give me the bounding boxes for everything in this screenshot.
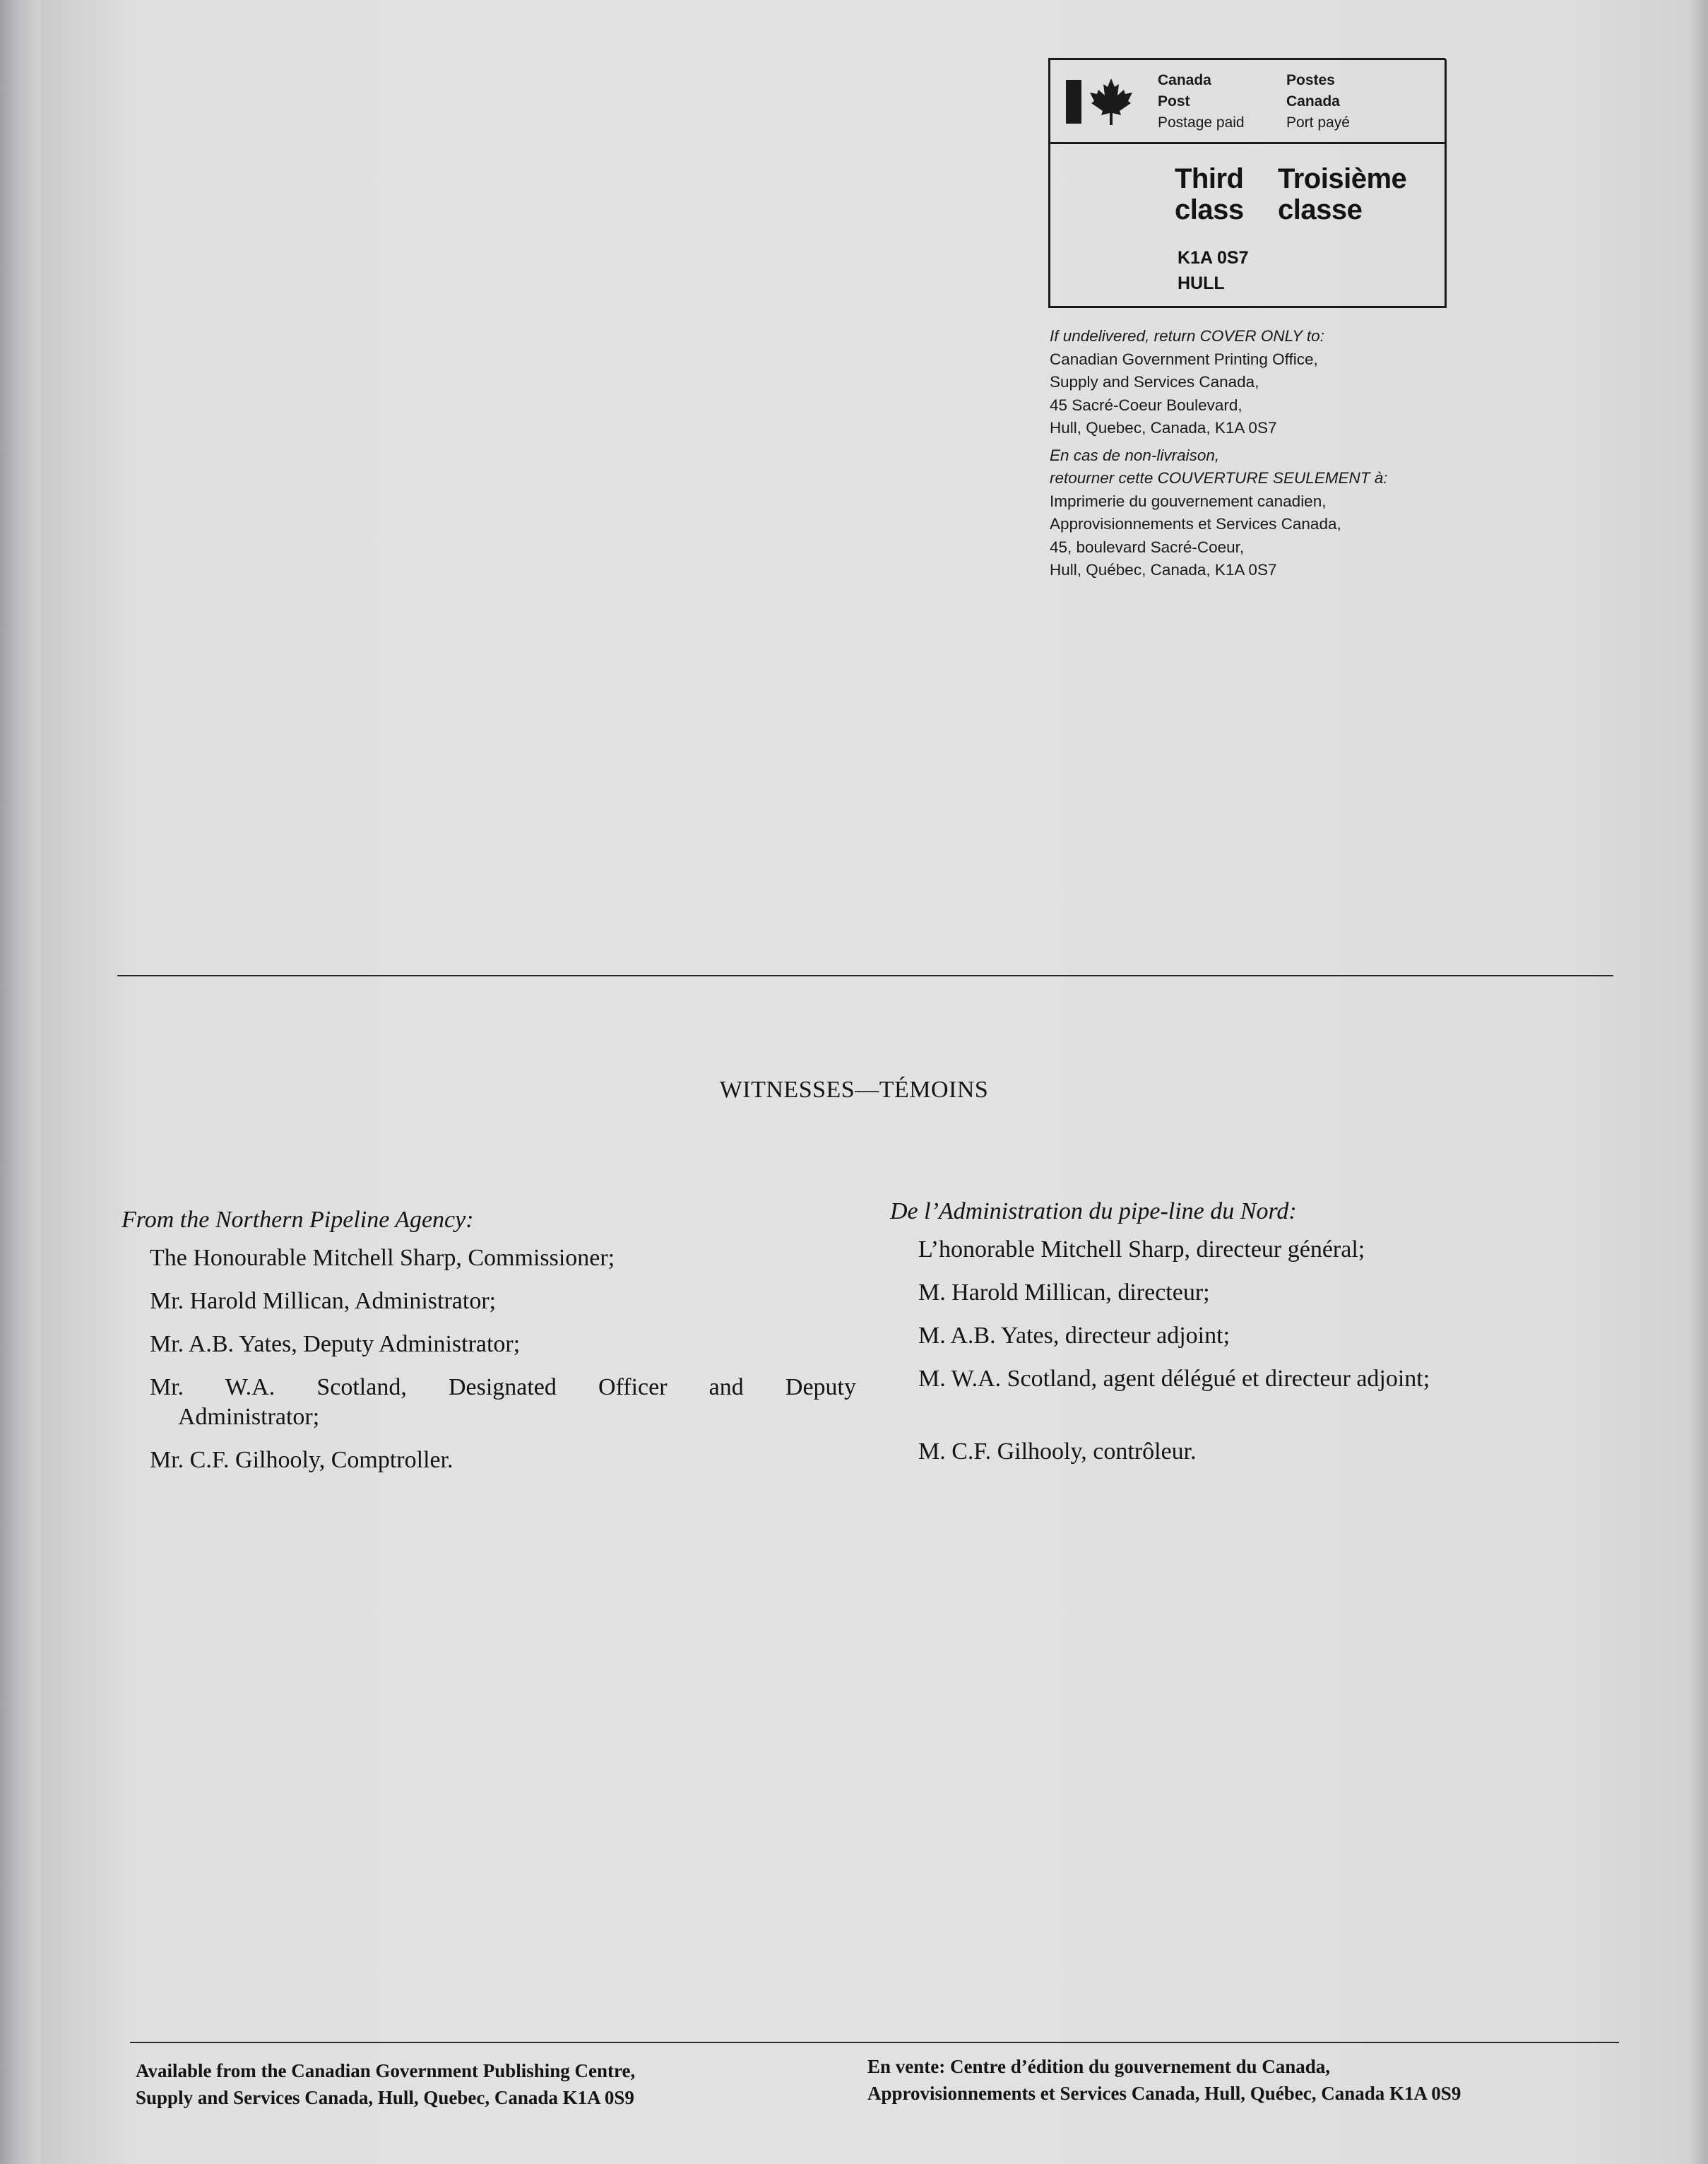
footer-en-line1: Available from the Canadian Government Publishing Centre,	[136, 2060, 636, 2081]
post-label-fr	[1286, 70, 1350, 134]
post-en-line2: Post	[1158, 93, 1190, 110]
footer-en	[136, 2057, 856, 2111]
post-fr-line1: Postes	[1286, 72, 1335, 88]
flag-bar-icon	[1066, 80, 1081, 124]
return-fr-line: Imprimerie du gouvernement canadien,	[1050, 492, 1327, 510]
postage-indicia	[1048, 58, 1447, 308]
footer-en-line2: Supply and Services Canada, Hull, Quebec, Canada K1A 0S9	[136, 2087, 634, 2108]
footer-fr-line1: En vente: Centre d’édition du gouvernement du Canada,	[867, 2056, 1331, 2077]
class-en-line2: class	[1175, 194, 1244, 225]
witness-en-item: Mr. A.B. Yates, Deputy Administrator;	[150, 1331, 521, 1357]
witness-fr-item: M. Harold Millican, directeur;	[918, 1279, 1210, 1306]
post-en-line3: Postage paid	[1158, 114, 1245, 131]
return-address	[1050, 325, 1502, 582]
return-en-line: Supply and Services Canada,	[1050, 373, 1259, 391]
indicia-header	[1050, 60, 1445, 144]
class-en	[1175, 163, 1244, 225]
maple-leaf-icon	[1089, 77, 1134, 126]
witness-en-item: Mr. W.A. Scotland, Designated Officer and Deputy	[150, 1374, 856, 1400]
return-fr-line: retourner cette COUVERTURE SEULEMENT à:	[1050, 469, 1388, 487]
footer-divider	[130, 2042, 1619, 2043]
class-fr-line1: Troisième	[1278, 163, 1407, 194]
footer-fr-line2: Approvisionnements et Services Canada, Hull, Québec, Canada K1A 0S9	[867, 2083, 1461, 2104]
return-en-line: Canadian Government Printing Office,	[1050, 350, 1318, 368]
return-en-line: If undelivered, return COVER ONLY to:	[1050, 327, 1324, 345]
section-divider	[117, 975, 1613, 976]
witness-fr-item: M. W.A. Scotland, agent délégué et directeur adjoint;	[918, 1366, 1430, 1392]
witness-fr-item: L’honorable Mitchell Sharp, directeur général;	[918, 1236, 1365, 1263]
witness-en-item: The Honourable Mitchell Sharp, Commissioner;	[150, 1245, 615, 1271]
witness-en-item-continued: Administrator;	[178, 1404, 320, 1430]
class-fr-line2: classe	[1278, 194, 1363, 225]
return-en-line: Hull, Quebec, Canada, K1A 0S7	[1050, 419, 1277, 437]
return-fr-line: En cas de non-livraison,	[1050, 446, 1220, 464]
post-fr-line3: Port payé	[1286, 114, 1350, 131]
indicia-city: HULL	[1178, 273, 1225, 293]
return-en-line: 45 Sacré-Coeur Boulevard,	[1050, 396, 1243, 414]
post-en-line1: Canada	[1158, 72, 1211, 88]
agency-fr: De l’Administration du pipe-line du Nord:	[890, 1198, 1297, 1224]
footer-fr	[867, 2053, 1630, 2107]
class-en-line1: Third	[1175, 163, 1244, 194]
return-fr-line: Hull, Québec, Canada, K1A 0S7	[1050, 561, 1277, 579]
indicia-postal-code: K1A 0S7	[1178, 248, 1249, 268]
agency-en: From the Northern Pipeline Agency:	[121, 1207, 474, 1233]
witness-fr-item: M. C.F. Gilhooly, contrôleur.	[918, 1438, 1197, 1465]
post-fr-line2: Canada	[1286, 93, 1340, 110]
witness-en-item: Mr. C.F. Gilhooly, Comptroller.	[150, 1447, 453, 1473]
witnesses-heading: WITNESSES—TÉMOINS	[719, 1077, 989, 1103]
indicia-postal	[1178, 245, 1249, 296]
witnesses-fr-column	[890, 1197, 1632, 1480]
witnesses-en-column	[121, 1205, 856, 1489]
return-fr-line: 45, boulevard Sacré-Coeur,	[1050, 538, 1245, 556]
witness-fr-item: M. A.B. Yates, directeur adjoint;	[918, 1323, 1230, 1349]
class-fr	[1278, 163, 1406, 225]
witness-en-item: Mr. Harold Millican, Administrator;	[150, 1288, 497, 1314]
return-fr-line: Approvisionnements et Services Canada,	[1050, 515, 1341, 533]
post-label-en	[1158, 70, 1245, 134]
